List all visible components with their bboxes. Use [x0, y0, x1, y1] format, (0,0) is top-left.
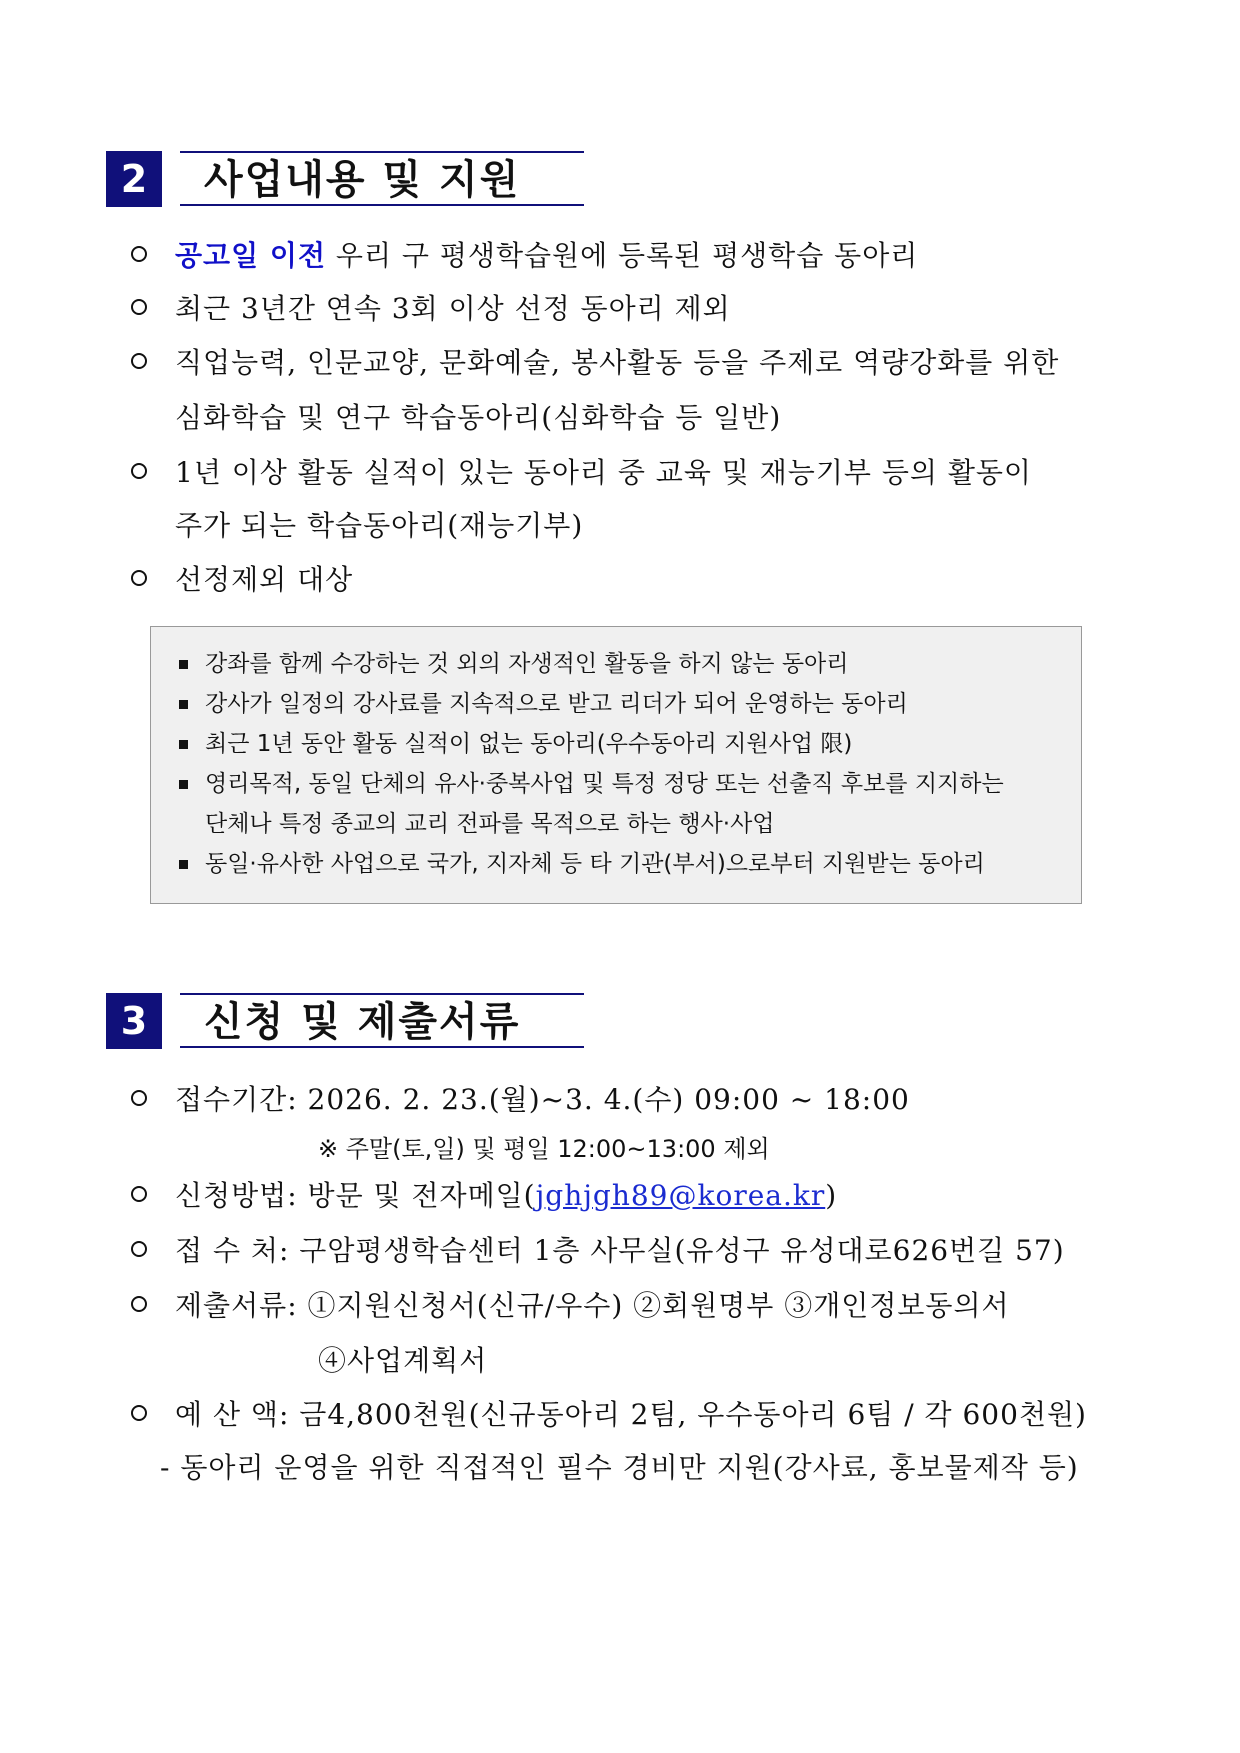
circle-bullet-icon — [131, 299, 147, 315]
item-text: 최근 3년간 연속 3회 이상 선정 동아리 제외 — [175, 292, 731, 325]
required-documents: 제출서류: ①지원신청서(신규/우수) ②회원명부 ③개인정보동의서 — [175, 1289, 1010, 1322]
budget-note: - 동아리 운영을 위한 직접적인 필수 경비만 지원(강사료, 홍보물제작 등) — [160, 1451, 1079, 1484]
circle-bullet-icon — [131, 353, 147, 369]
square-bullet-icon — [179, 660, 188, 669]
square-bullet-icon — [179, 700, 188, 709]
square-bullet-icon — [179, 780, 188, 789]
item-text: 1년 이상 활동 실적이 있는 동아리 중 교육 및 재능기부 등의 활동이 — [175, 456, 1032, 489]
square-bullet-icon — [179, 860, 188, 869]
item-continuation: 심화학습 및 연구 학습동아리(심화학습 등 일반) — [175, 401, 782, 434]
period-note: ※ 주말(토,일) 및 평일 12:00~13:00 제외 — [318, 1135, 770, 1163]
square-bullet-icon — [179, 740, 188, 749]
circle-bullet-icon — [131, 570, 147, 586]
section-number: 3 — [106, 993, 162, 1049]
item-continuation: 주가 되는 학습동아리(재능기부) — [175, 509, 584, 542]
reception-place: 접 수 처: 구암평생학습센터 1층 사무실(유성구 유성대로626번길 57) — [175, 1234, 1065, 1267]
item-text: 선정제외 대상 — [175, 563, 354, 596]
circle-bullet-icon — [131, 463, 147, 479]
circle-bullet-icon — [131, 1186, 147, 1202]
application-method: 신청방법: 방문 및 전자메일( — [175, 1179, 536, 1212]
section-number: 2 — [106, 151, 162, 207]
documents-continuation: ④사업계획서 — [318, 1344, 488, 1377]
item-text: 직업능력, 인문교양, 문화예술, 봉사활동 등을 주제로 역량강화를 위한 — [175, 346, 1060, 379]
circle-bullet-icon — [131, 1296, 147, 1312]
circle-bullet-icon — [131, 246, 147, 262]
section-title: 사업내용 및 지원 — [180, 151, 584, 206]
circle-bullet-icon — [131, 1241, 147, 1257]
section-title: 신청 및 제출서류 — [180, 993, 584, 1048]
budget: 예 산 액: 금4,800천원(신규동아리 2팀, 우수동아리 6팀 / 각 600천원) — [175, 1398, 1087, 1431]
circle-bullet-icon — [131, 1405, 147, 1421]
item-text: 우리 구 평생학습원에 등록된 평생학습 동아리 — [326, 239, 919, 272]
exclusion-box: 강좌를 함께 수강하는 것 외의 자생적인 활동을 하지 않는 동아리 강사가 일정의 강사료를 지속적으로 받고 리더가 되어 운영하는 동아리 최근 1년 동안 활동 실적이 없는 동아리(우수동아리 지원사업 限) 영리목적, 동일 단체의 유사·중복사업 및 특정 정당 또는 선출직 후보를 지지하는 단체나 특정 종교의 교리 전파를 목적으로 하는 행사·사업 동일·유사한 사업으로 국가, 지자체 등 타 기관(부서)으로부터 지원받는 동아리 — [150, 626, 1082, 904]
circle-bullet-icon — [131, 1090, 147, 1106]
email-link[interactable]: jghjgh89@korea.kr — [535, 1179, 826, 1212]
highlight-text: 공고일 이전 — [175, 239, 326, 272]
application-period: 접수기간: 2026. 2. 23.(월)~3. 4.(수) 09:00 ~ 18:00 — [175, 1083, 910, 1116]
